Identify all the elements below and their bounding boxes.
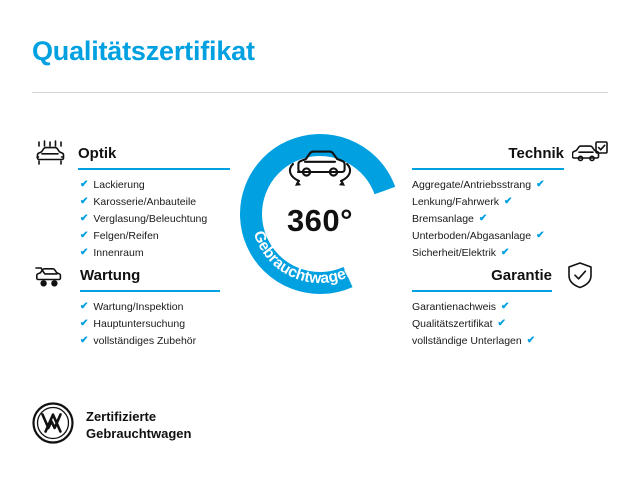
list-item-label: Wartung/Inspektion bbox=[93, 301, 184, 313]
list-item bbox=[80, 179, 228, 191]
list-item-label: Sicherheit/Elektrik bbox=[412, 247, 497, 259]
section-optik-items bbox=[32, 179, 228, 259]
section-optik bbox=[32, 136, 228, 259]
list-item-label: Garantienachweis bbox=[412, 301, 497, 313]
list-item bbox=[80, 213, 228, 225]
list-item-label: Lenkung/Fahrwerk bbox=[412, 196, 499, 208]
title-divider bbox=[32, 92, 608, 93]
check-icon: ✔ bbox=[80, 213, 89, 224]
list-item-label: Karosserie/Anbauteile bbox=[93, 196, 197, 208]
check-icon: ✔ bbox=[497, 318, 506, 329]
list-item-label: Felgen/Reifen bbox=[93, 230, 159, 242]
car-check-icon bbox=[572, 136, 610, 170]
list-item bbox=[80, 196, 228, 208]
check-icon: ✔ bbox=[501, 301, 510, 312]
check-icon: ✔ bbox=[80, 318, 89, 329]
section-wartung-rule bbox=[80, 290, 220, 292]
section-optik-title: Optik bbox=[78, 145, 117, 162]
list-item bbox=[412, 179, 598, 191]
section-optik-header bbox=[32, 136, 228, 170]
section-technik-title: Technik bbox=[508, 145, 564, 162]
section-garantie bbox=[412, 258, 608, 347]
list-item-label: Bremsanlage bbox=[412, 213, 474, 225]
check-icon: ✔ bbox=[478, 213, 488, 224]
check-icon: ✔ bbox=[80, 179, 89, 190]
list-item-label: Innenraum bbox=[93, 247, 144, 259]
list-item-label: Aggregate/Antriebsstrang bbox=[412, 179, 532, 191]
list-item-label: Hauptuntersuchung bbox=[93, 318, 186, 330]
section-wartung-items bbox=[32, 301, 228, 347]
check-icon: ✔ bbox=[536, 230, 545, 241]
list-item bbox=[80, 301, 228, 313]
list-item bbox=[412, 213, 598, 225]
section-wartung bbox=[32, 258, 228, 347]
shield-check-icon bbox=[560, 258, 600, 292]
list-item bbox=[412, 301, 598, 313]
footer-line-2: Gebrauchtwagen bbox=[86, 425, 192, 441]
list-item bbox=[412, 196, 598, 208]
list-item bbox=[80, 318, 228, 330]
section-garantie-items bbox=[412, 301, 608, 347]
check-icon: ✔ bbox=[536, 179, 545, 190]
list-item-label: Unterboden/Abgasanlage bbox=[412, 230, 532, 242]
section-garantie-header bbox=[412, 258, 608, 292]
car-lift-icon bbox=[32, 258, 72, 292]
list-item-label: vollständige Unterlagen bbox=[412, 335, 522, 347]
car-wash-icon bbox=[32, 136, 70, 170]
footer-text bbox=[86, 409, 191, 442]
badge-360-gebrauchtwagen-check bbox=[228, 122, 412, 306]
list-item-label: Verglasung/Beleuchtung bbox=[93, 213, 208, 225]
vw-logo bbox=[32, 402, 74, 449]
section-technik bbox=[412, 136, 608, 259]
footer-brand bbox=[32, 402, 191, 449]
check-icon: ✔ bbox=[80, 230, 89, 241]
list-item-label: Qualitätszertifikat bbox=[412, 318, 493, 330]
section-technik-rule bbox=[412, 168, 564, 170]
section-optik-rule bbox=[78, 168, 230, 170]
check-icon: ✔ bbox=[80, 335, 89, 346]
section-technik-items bbox=[412, 179, 608, 259]
list-item bbox=[80, 335, 228, 347]
section-garantie-title: Garantie bbox=[491, 267, 552, 284]
check-icon: ✔ bbox=[526, 335, 536, 346]
section-garantie-rule bbox=[412, 290, 552, 292]
check-icon: ✔ bbox=[503, 196, 513, 207]
check-icon: ✔ bbox=[80, 196, 89, 207]
list-item bbox=[412, 335, 598, 347]
list-item bbox=[412, 318, 598, 330]
check-icon: ✔ bbox=[80, 247, 89, 258]
footer-line-1: Zertifizierte bbox=[86, 409, 157, 425]
check-icon: ✔ bbox=[501, 247, 510, 258]
badge-degrees: 360° bbox=[286, 203, 354, 238]
list-item-label: vollständiges Zubehör bbox=[93, 335, 197, 347]
list-item bbox=[412, 230, 598, 242]
svg-text:Gebrauchtwagen-Check: Gebrauchtwagen-Check bbox=[249, 228, 391, 288]
page-title: Qualitätszertifikat bbox=[32, 36, 255, 66]
section-wartung-header bbox=[32, 258, 228, 292]
list-item bbox=[80, 230, 228, 242]
section-wartung-title: Wartung bbox=[80, 267, 141, 284]
check-icon: ✔ bbox=[80, 301, 89, 312]
section-technik-header bbox=[412, 136, 608, 170]
list-item-label: Lackierung bbox=[93, 179, 145, 191]
